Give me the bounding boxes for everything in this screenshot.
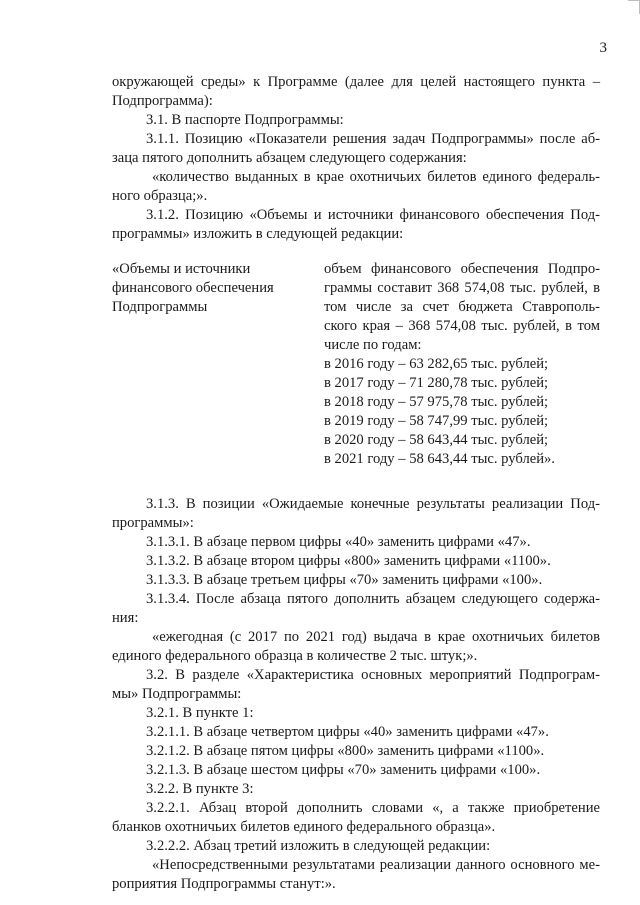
table-value-column [324,260,600,469]
table-value-line: в 2020 году – 58 643,44 тыс. рублей; [324,432,549,448]
text-line: 3.1.3. В позиции «Ожидаемые конечные результаты реализации Под- [146,496,600,512]
text-line: Подпрограмма): [112,93,213,109]
text-line: 3.2. В разделе «Характеристика основных мероприятий Подпрограм- [146,667,600,683]
text-line: «ежегодная (с 2017 по 2021 год) выдача в крае охотничьих билетов [152,629,600,645]
table-value-line: в 2016 году – 63 282,65 тыс. рублей; [324,356,549,372]
page-number: 3 [599,40,607,56]
table-value-line: в 2017 году – 71 280,78 тыс. рублей; [324,375,549,391]
text-line: 3.2.1. В пункте 1: [146,705,254,721]
table-label-column [112,260,287,469]
table-label-line: финансового обеспечения [112,280,274,296]
table-value-line: числе по годам: [324,337,422,353]
text-line: 3.2.1.2. В абзаце пятом цифры «800» заменить цифрами «1100». [146,743,545,759]
text-line: 3.1.2. Позицию «Объемы и источники финансового обеспечения Под- [146,207,600,223]
text-line: 3.1.1. Позицию «Показатели решения задач Подпрограммы» после аб- [146,131,600,147]
text-line: 3.1.3.3. В абзаце третьем цифры «70» заменить цифрами «100». [146,572,543,588]
text-line: ного образца;». [112,188,208,204]
text-line: 3.1.3.2. В абзаце втором цифры «800» заменить цифрами «1100». [146,553,551,569]
text-line: «количество выданных в крае охотничьих билетов единого федераль- [152,169,600,185]
text-line: 3.2.1.3. В абзаце шестом цифры «70» заменить цифрами «100». [146,762,541,778]
text-line: 3.2.2.1. Абзац второй дополнить словами «, а также приобретение [146,800,600,816]
text-line: 3.2.2.2. Абзац третий изложить в следующей редакции: [146,838,491,854]
text-line: единого федерального образца в количестве 2 тыс. штук;». [112,648,478,664]
text-line: «Непосредственными результатами реализации данного основного ме- [152,857,600,873]
table-value-line: том числе за счет бюджета Ставрополь- [324,299,600,315]
text-line: мы» Подпрограммы: [112,686,242,702]
table-value-line: ского края – 368 574,08 тыс. рублей, в том [324,318,600,334]
table-label-line: Подпрограммы [112,299,208,315]
text-line: 3.2.2. В пункте 3: [146,781,254,797]
table-label-line: «Объемы и источники [112,261,251,277]
paragraphs-top [112,73,600,244]
table-value-line: в 2019 году – 58 747,99 тыс. рублей; [324,413,549,429]
table-value-line: в 2018 году – 57 975,78 тыс. рублей; [324,394,549,410]
text-line: 3.2.1.1. В абзаце четвертом цифры «40» заменить цифрами «47». [146,724,549,740]
text-line: 3.1. В паспорте Подпрограммы: [146,112,344,128]
spacer [112,469,600,495]
document-body [112,73,600,894]
text-line: бланков охотничьих билетов единого федерального образца». [112,819,496,835]
program-funding-table [112,260,600,469]
text-line: программы» изложить в следующей редакции: [112,226,404,242]
paragraphs-bottom [112,495,600,894]
spacer [112,244,600,260]
text-line: ния: [112,610,139,626]
text-line: 3.1.3.4. После абзаца пятого дополнить абзацем следующего содержа- [146,591,600,607]
text-line: программы»: [112,515,194,531]
table-value-line: в 2021 году – 58 643,44 тыс. рублей». [324,451,555,467]
text-line: роприятия Подпрограммы станут:». [112,876,336,892]
table-value-line: объем финансового обеспечения Подпро- [324,261,600,277]
text-line: заца пятого дополнить абзацем следующего содержания: [112,150,467,166]
text-line: окружающей среды» к Программе (далее для целей настоящего пункта – [112,74,600,90]
table-value-line: граммы составит 368 574,08 тыс. рублей, в [324,280,600,296]
text-line: 3.1.3.1. В абзаце первом цифры «40» заменить цифрами «47». [146,534,531,550]
